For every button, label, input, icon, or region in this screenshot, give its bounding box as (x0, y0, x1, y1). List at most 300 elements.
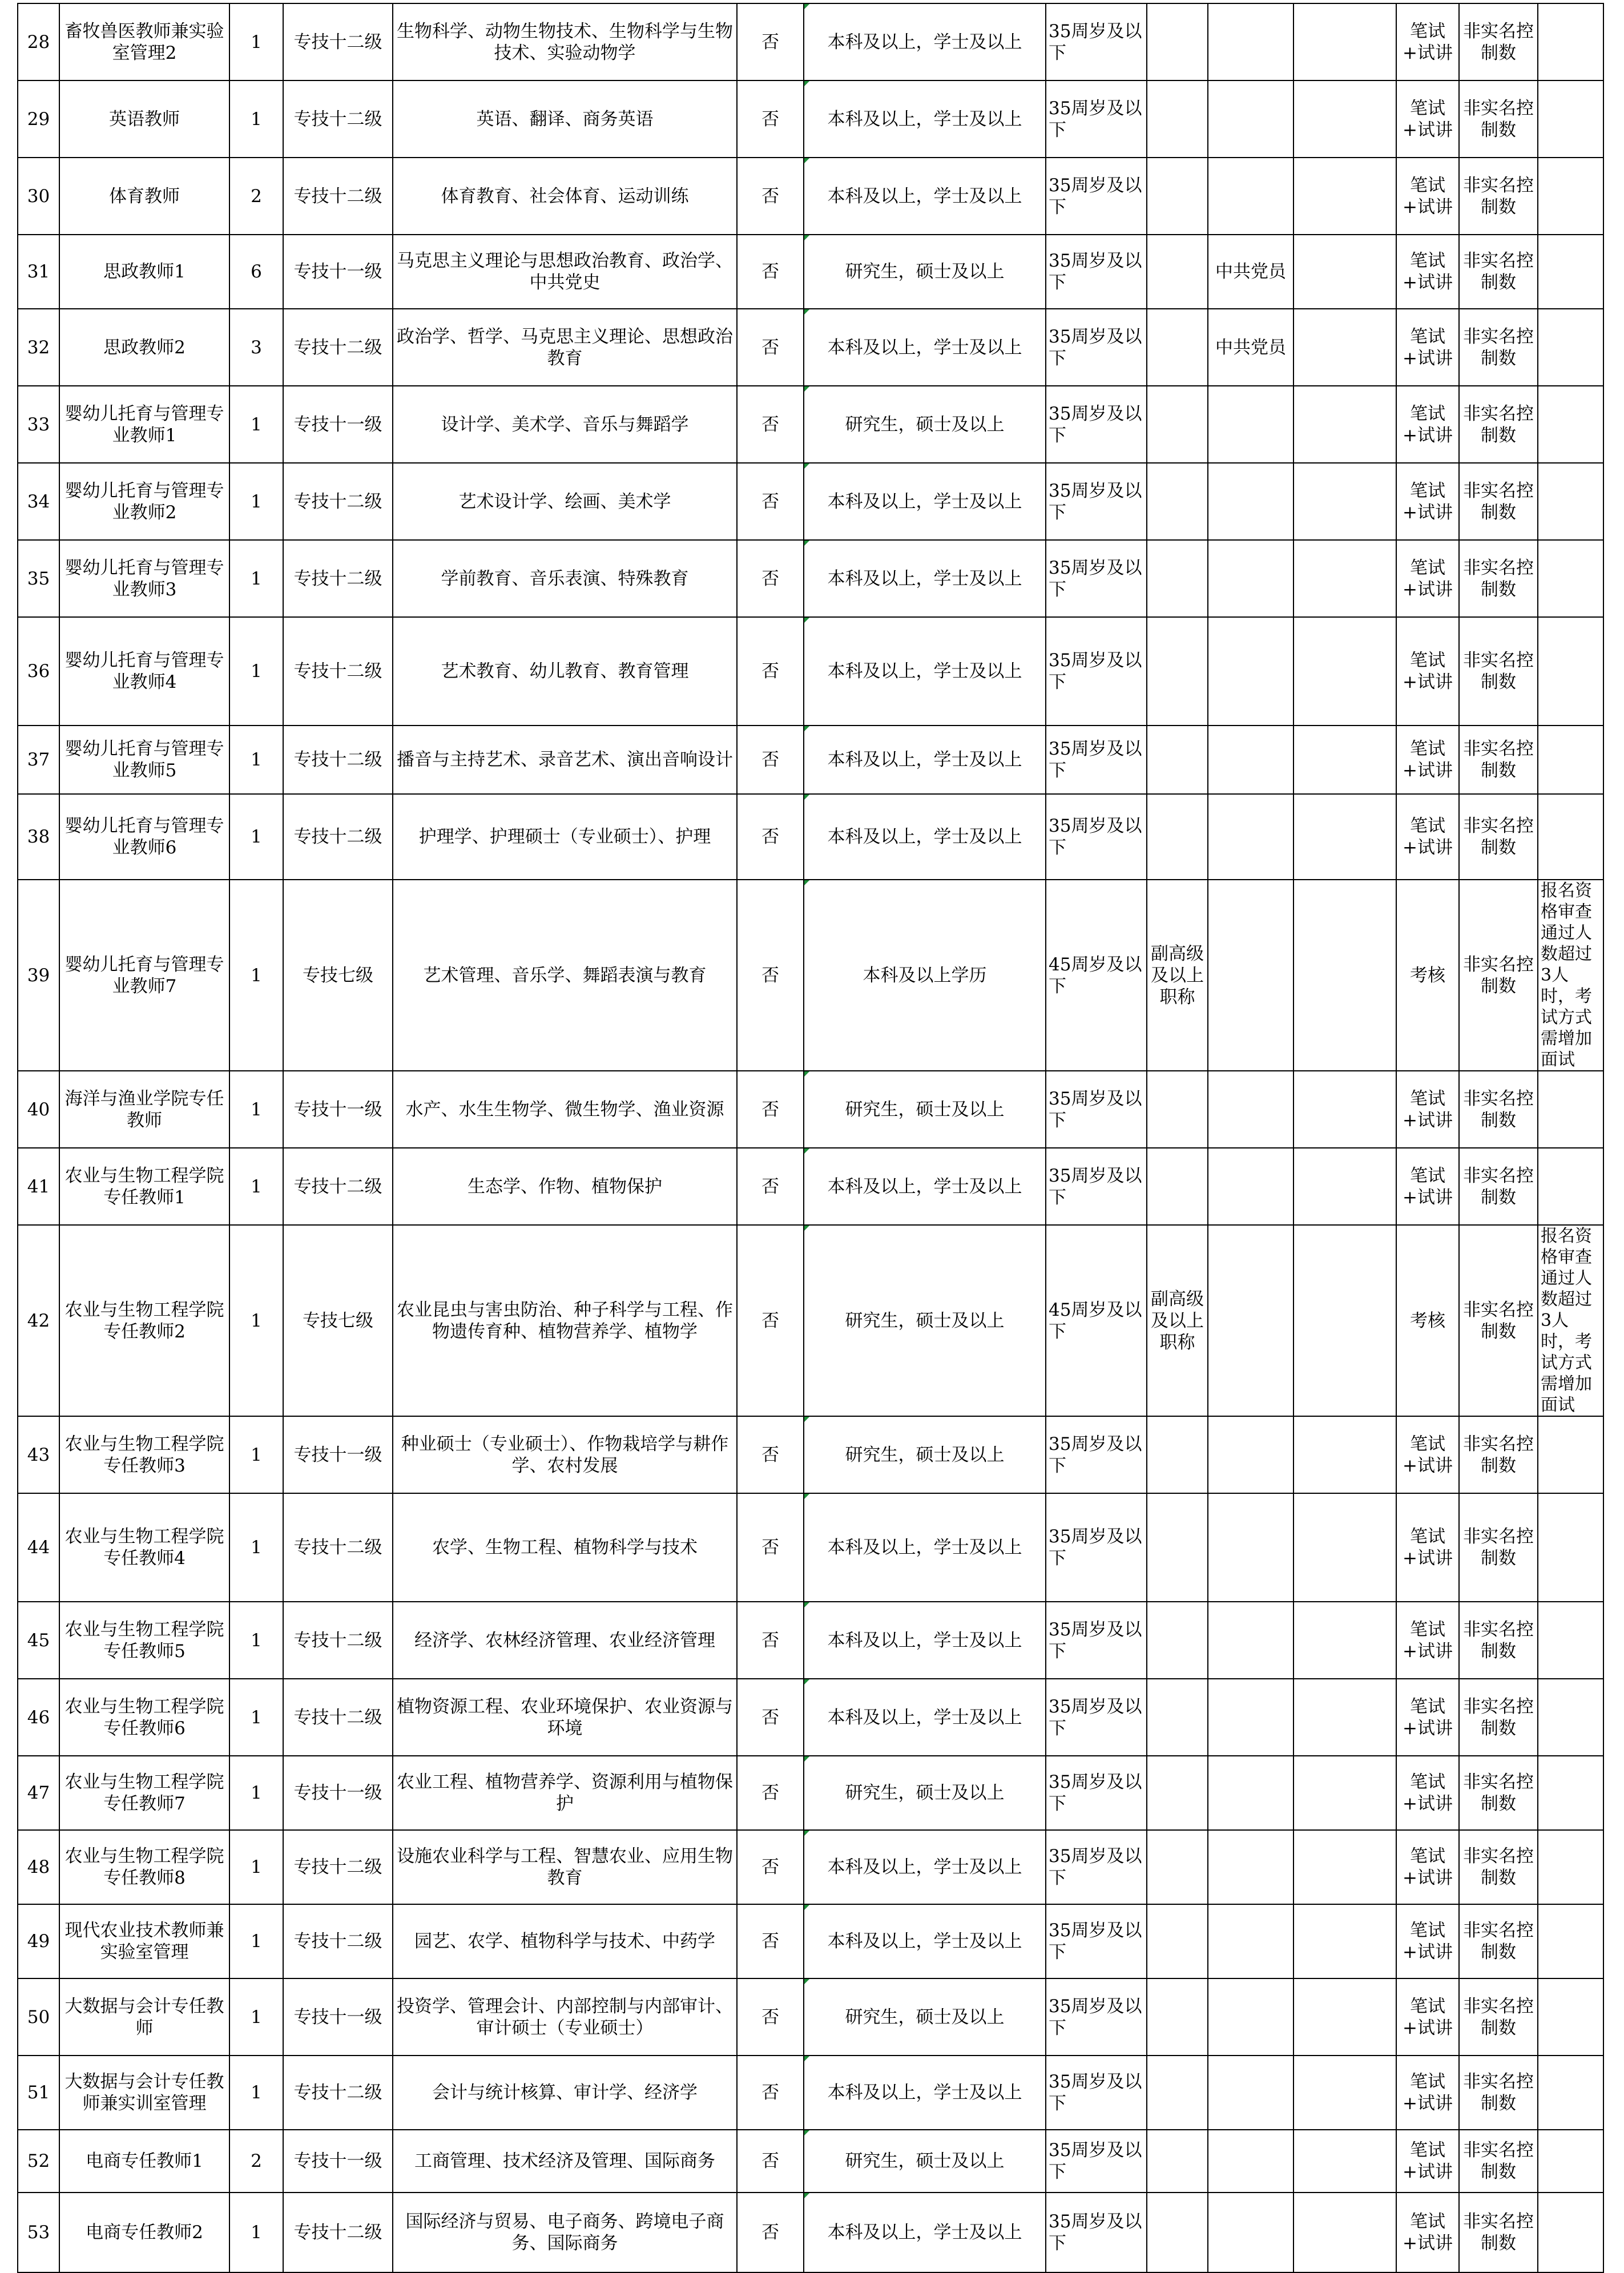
education-requirement-cell: 研究生，硕士及以上 (804, 235, 1046, 309)
age-requirement-cell: 35周岁及以下 (1046, 540, 1147, 617)
blank-cell-cell (1293, 235, 1396, 309)
education-requirement-cell: 本科及以上，学士及以上 (804, 158, 1046, 235)
unknown-flag-cell: 否 (737, 1756, 804, 1830)
blank-cell-cell (1293, 463, 1396, 540)
row-number-cell: 48 (18, 1830, 59, 1904)
title-requirement-cell (1147, 309, 1208, 386)
major-requirement-cell: 工商管理、技术经济及管理、国际商务 (393, 2130, 737, 2193)
remark-cell (1538, 309, 1603, 386)
table-row (18, 386, 1603, 463)
title-requirement-cell (1147, 235, 1208, 309)
quota-type-cell: 非实名控制数 (1459, 1679, 1538, 1756)
quota-type-cell: 非实名控制数 (1459, 540, 1538, 617)
row-number-cell: 29 (18, 80, 59, 158)
blank-cell-cell (1293, 2056, 1396, 2130)
other-requirement-cell (1208, 1904, 1293, 1978)
exam-method-cell: 笔试+试讲 (1396, 3, 1459, 80)
position-name-cell: 婴幼儿托育与管理专业教师3 (59, 540, 229, 617)
position-name-cell: 农业与生物工程学院专任教师4 (59, 1493, 229, 1602)
unknown-flag-cell: 否 (737, 309, 804, 386)
major-requirement-cell: 艺术设计学、绘画、美术学 (393, 463, 737, 540)
hire-count-cell: 2 (229, 2130, 283, 2193)
quota-type-cell: 非实名控制数 (1459, 1978, 1538, 2056)
row-number-cell: 51 (18, 2056, 59, 2130)
exam-method-cell: 笔试+试讲 (1396, 1679, 1459, 1756)
education-requirement-cell: 研究生，硕士及以上 (804, 386, 1046, 463)
position-name-cell: 农业与生物工程学院专任教师5 (59, 1602, 229, 1679)
post-level-cell: 专技十一级 (283, 235, 393, 309)
other-requirement-cell (1208, 617, 1293, 726)
table-row (18, 309, 1603, 386)
major-requirement-cell: 学前教育、音乐表演、特殊教育 (393, 540, 737, 617)
remark-cell (1538, 1416, 1603, 1493)
major-requirement-cell: 播音与主持艺术、录音艺术、演出音响设计 (393, 726, 737, 794)
hire-count-cell: 1 (229, 880, 283, 1071)
post-level-cell: 专技十二级 (283, 2056, 393, 2130)
title-requirement-cell (1147, 1602, 1208, 1679)
other-requirement-cell (1208, 794, 1293, 880)
major-requirement-cell: 农业昆虫与害虫防治、种子科学与工程、作物遗传育种、植物营养学、植物学 (393, 1225, 737, 1416)
position-name-cell: 电商专任教师1 (59, 2130, 229, 2193)
position-name-cell: 农业与生物工程学院专任教师7 (59, 1756, 229, 1830)
table-row (18, 1416, 1603, 1493)
education-requirement-cell: 研究生，硕士及以上 (804, 1416, 1046, 1493)
position-name-cell: 现代农业技术教师兼实验室管理 (59, 1904, 229, 1978)
age-requirement-cell: 35周岁及以下 (1046, 1071, 1147, 1148)
quota-type-cell: 非实名控制数 (1459, 158, 1538, 235)
title-requirement-cell (1147, 1756, 1208, 1830)
post-level-cell: 专技十一级 (283, 1071, 393, 1148)
post-level-cell: 专技十二级 (283, 617, 393, 726)
blank-cell-cell (1293, 726, 1396, 794)
table-row (18, 463, 1603, 540)
remark-cell (1538, 794, 1603, 880)
quota-type-cell: 非实名控制数 (1459, 1416, 1538, 1493)
quota-type-cell: 非实名控制数 (1459, 1148, 1538, 1225)
education-requirement-cell: 本科及以上，学士及以上 (804, 1148, 1046, 1225)
education-requirement-cell: 研究生，硕士及以上 (804, 1071, 1046, 1148)
row-number-cell: 45 (18, 1602, 59, 1679)
table-row (18, 617, 1603, 726)
blank-cell-cell (1293, 1602, 1396, 1679)
hire-count-cell: 1 (229, 1602, 283, 1679)
hire-count-cell: 1 (229, 794, 283, 880)
unknown-flag-cell: 否 (737, 1978, 804, 2056)
exam-method-cell: 笔试+试讲 (1396, 2130, 1459, 2193)
blank-cell-cell (1293, 1225, 1396, 1416)
education-requirement-cell: 本科及以上，学士及以上 (804, 2193, 1046, 2272)
post-level-cell: 专技十二级 (283, 1493, 393, 1602)
position-name-cell: 体育教师 (59, 158, 229, 235)
position-name-cell: 海洋与渔业学院专任教师 (59, 1071, 229, 1148)
hire-count-cell: 1 (229, 2193, 283, 2272)
other-requirement-cell (1208, 158, 1293, 235)
other-requirement-cell (1208, 2193, 1293, 2272)
education-requirement-cell: 本科及以上，学士及以上 (804, 1493, 1046, 1602)
other-requirement-cell (1208, 3, 1293, 80)
age-requirement-cell: 35周岁及以下 (1046, 386, 1147, 463)
exam-method-cell: 笔试+试讲 (1396, 617, 1459, 726)
table-row (18, 726, 1603, 794)
quota-type-cell: 非实名控制数 (1459, 726, 1538, 794)
blank-cell-cell (1293, 3, 1396, 80)
quota-type-cell: 非实名控制数 (1459, 309, 1538, 386)
unknown-flag-cell: 否 (737, 3, 804, 80)
row-number-cell: 53 (18, 2193, 59, 2272)
blank-cell-cell (1293, 1493, 1396, 1602)
exam-method-cell: 笔试+试讲 (1396, 1148, 1459, 1225)
unknown-flag-cell: 否 (737, 2130, 804, 2193)
major-requirement-cell: 植物资源工程、农业环境保护、农业资源与环境 (393, 1679, 737, 1756)
title-requirement-cell (1147, 2056, 1208, 2130)
quota-type-cell: 非实名控制数 (1459, 1904, 1538, 1978)
title-requirement-cell: 副高级及以上职称 (1147, 1225, 1208, 1416)
remark-cell (1538, 1602, 1603, 1679)
blank-cell-cell (1293, 2193, 1396, 2272)
position-name-cell: 思政教师1 (59, 235, 229, 309)
position-name-cell: 电商专任教师2 (59, 2193, 229, 2272)
remark-cell (1538, 1679, 1603, 1756)
major-requirement-cell: 经济学、农林经济管理、农业经济管理 (393, 1602, 737, 1679)
remark-cell: 报名资格审查通过人数超过3人时，考试方式需增加面试 (1538, 1225, 1603, 1416)
remark-cell (1538, 617, 1603, 726)
other-requirement-cell: 中共党员 (1208, 309, 1293, 386)
other-requirement-cell (1208, 1148, 1293, 1225)
major-requirement-cell: 投资学、管理会计、内部控制与内部审计、审计硕士（专业硕士） (393, 1978, 737, 2056)
table-row (18, 880, 1603, 1071)
major-requirement-cell: 水产、水生生物学、微生物学、渔业资源 (393, 1071, 737, 1148)
age-requirement-cell: 35周岁及以下 (1046, 1679, 1147, 1756)
table-row (18, 1493, 1603, 1602)
major-requirement-cell: 国际经济与贸易、电子商务、跨境电子商务、国际商务 (393, 2193, 737, 2272)
hire-count-cell: 1 (229, 1756, 283, 1830)
row-number-cell: 34 (18, 463, 59, 540)
major-requirement-cell: 农业工程、植物营养学、资源利用与植物保护 (393, 1756, 737, 1830)
hire-count-cell: 1 (229, 1416, 283, 1493)
unknown-flag-cell: 否 (737, 617, 804, 726)
quota-type-cell: 非实名控制数 (1459, 794, 1538, 880)
blank-cell-cell (1293, 1148, 1396, 1225)
quota-type-cell: 非实名控制数 (1459, 2193, 1538, 2272)
age-requirement-cell: 35周岁及以下 (1046, 617, 1147, 726)
education-requirement-cell: 本科及以上，学士及以上 (804, 3, 1046, 80)
row-number-cell: 43 (18, 1416, 59, 1493)
post-level-cell: 专技七级 (283, 1225, 393, 1416)
exam-method-cell: 笔试+试讲 (1396, 1602, 1459, 1679)
title-requirement-cell (1147, 1978, 1208, 2056)
position-name-cell: 大数据与会计专任教师 (59, 1978, 229, 2056)
quota-type-cell: 非实名控制数 (1459, 235, 1538, 309)
age-requirement-cell: 35周岁及以下 (1046, 1602, 1147, 1679)
unknown-flag-cell: 否 (737, 794, 804, 880)
unknown-flag-cell: 否 (737, 80, 804, 158)
title-requirement-cell (1147, 1830, 1208, 1904)
title-requirement-cell (1147, 1493, 1208, 1602)
table-row (18, 794, 1603, 880)
exam-method-cell: 笔试+试讲 (1396, 1904, 1459, 1978)
education-requirement-cell: 本科及以上，学士及以上 (804, 794, 1046, 880)
post-level-cell: 专技十二级 (283, 2193, 393, 2272)
quota-type-cell: 非实名控制数 (1459, 463, 1538, 540)
title-requirement-cell (1147, 463, 1208, 540)
unknown-flag-cell: 否 (737, 1225, 804, 1416)
education-requirement-cell: 本科及以上，学士及以上 (804, 1679, 1046, 1756)
age-requirement-cell: 35周岁及以下 (1046, 1904, 1147, 1978)
post-level-cell: 专技十一级 (283, 1416, 393, 1493)
post-level-cell: 专技十二级 (283, 1904, 393, 1978)
post-level-cell: 专技十二级 (283, 1830, 393, 1904)
remark-cell (1538, 1830, 1603, 1904)
other-requirement-cell (1208, 463, 1293, 540)
exam-method-cell: 笔试+试讲 (1396, 80, 1459, 158)
hire-count-cell: 6 (229, 235, 283, 309)
post-level-cell: 专技七级 (283, 880, 393, 1071)
exam-method-cell: 笔试+试讲 (1396, 794, 1459, 880)
education-requirement-cell: 本科及以上，学士及以上 (804, 2056, 1046, 2130)
other-requirement-cell (1208, 1602, 1293, 1679)
unknown-flag-cell: 否 (737, 2056, 804, 2130)
remark-cell (1538, 726, 1603, 794)
table-row (18, 235, 1603, 309)
table-row (18, 1756, 1603, 1830)
post-level-cell: 专技十二级 (283, 1602, 393, 1679)
major-requirement-cell: 种业硕士（专业硕士）、作物栽培学与耕作学、农村发展 (393, 1416, 737, 1493)
age-requirement-cell: 45周岁及以下 (1046, 1225, 1147, 1416)
other-requirement-cell (1208, 1978, 1293, 2056)
post-level-cell: 专技十二级 (283, 309, 393, 386)
position-name-cell: 大数据与会计专任教师兼实训室管理 (59, 2056, 229, 2130)
quota-type-cell: 非实名控制数 (1459, 80, 1538, 158)
blank-cell-cell (1293, 617, 1396, 726)
unknown-flag-cell: 否 (737, 1602, 804, 1679)
other-requirement-cell (1208, 726, 1293, 794)
row-number-cell: 41 (18, 1148, 59, 1225)
table-row (18, 80, 1603, 158)
position-name-cell: 婴幼儿托育与管理专业教师7 (59, 880, 229, 1071)
position-name-cell: 农业与生物工程学院专任教师1 (59, 1148, 229, 1225)
age-requirement-cell: 35周岁及以下 (1046, 1830, 1147, 1904)
education-requirement-cell: 研究生，硕士及以上 (804, 1978, 1046, 2056)
row-number-cell: 46 (18, 1679, 59, 1756)
title-requirement-cell (1147, 726, 1208, 794)
table-row (18, 1978, 1603, 2056)
table-row (18, 1904, 1603, 1978)
major-requirement-cell: 马克思主义理论与思想政治教育、政治学、中共党史 (393, 235, 737, 309)
education-requirement-cell: 本科及以上，学士及以上 (804, 309, 1046, 386)
age-requirement-cell: 35周岁及以下 (1046, 463, 1147, 540)
row-number-cell: 32 (18, 309, 59, 386)
quota-type-cell: 非实名控制数 (1459, 1602, 1538, 1679)
unknown-flag-cell: 否 (737, 1904, 804, 1978)
major-requirement-cell: 艺术管理、音乐学、舞蹈表演与教育 (393, 880, 737, 1071)
age-requirement-cell: 35周岁及以下 (1046, 2056, 1147, 2130)
blank-cell-cell (1293, 386, 1396, 463)
table-row (18, 1071, 1603, 1148)
blank-cell-cell (1293, 1416, 1396, 1493)
position-name-cell: 婴幼儿托育与管理专业教师5 (59, 726, 229, 794)
hire-count-cell: 1 (229, 80, 283, 158)
hire-count-cell: 1 (229, 1978, 283, 2056)
exam-method-cell: 笔试+试讲 (1396, 386, 1459, 463)
remark-cell (1538, 540, 1603, 617)
blank-cell-cell (1293, 158, 1396, 235)
quota-type-cell: 非实名控制数 (1459, 1071, 1538, 1148)
quota-type-cell: 非实名控制数 (1459, 617, 1538, 726)
age-requirement-cell: 35周岁及以下 (1046, 794, 1147, 880)
blank-cell-cell (1293, 540, 1396, 617)
hire-count-cell: 1 (229, 1071, 283, 1148)
table-row (18, 1679, 1603, 1756)
title-requirement-cell (1147, 158, 1208, 235)
other-requirement-cell (1208, 540, 1293, 617)
hire-count-cell: 1 (229, 463, 283, 540)
row-number-cell: 30 (18, 158, 59, 235)
unknown-flag-cell: 否 (737, 235, 804, 309)
row-number-cell: 31 (18, 235, 59, 309)
row-number-cell: 40 (18, 1071, 59, 1148)
remark-cell (1538, 2130, 1603, 2193)
exam-method-cell: 笔试+试讲 (1396, 235, 1459, 309)
post-level-cell: 专技十一级 (283, 1978, 393, 2056)
title-requirement-cell (1147, 794, 1208, 880)
title-requirement-cell (1147, 1416, 1208, 1493)
row-number-cell: 33 (18, 386, 59, 463)
age-requirement-cell: 35周岁及以下 (1046, 1756, 1147, 1830)
age-requirement-cell: 35周岁及以下 (1046, 309, 1147, 386)
blank-cell-cell (1293, 1071, 1396, 1148)
exam-method-cell: 笔试+试讲 (1396, 1071, 1459, 1148)
other-requirement-cell: 中共党员 (1208, 235, 1293, 309)
exam-method-cell: 考核 (1396, 880, 1459, 1071)
row-number-cell: 28 (18, 3, 59, 80)
unknown-flag-cell: 否 (737, 1830, 804, 1904)
education-requirement-cell: 本科及以上，学士及以上 (804, 540, 1046, 617)
table-row (18, 2056, 1603, 2130)
post-level-cell: 专技十一级 (283, 2130, 393, 2193)
title-requirement-cell (1147, 1148, 1208, 1225)
unknown-flag-cell: 否 (737, 1416, 804, 1493)
position-name-cell: 畜牧兽医教师兼实验室管理2 (59, 3, 229, 80)
remark-cell (1538, 1978, 1603, 2056)
hire-count-cell: 1 (229, 386, 283, 463)
other-requirement-cell (1208, 1830, 1293, 1904)
major-requirement-cell: 体育教育、社会体育、运动训练 (393, 158, 737, 235)
other-requirement-cell (1208, 1493, 1293, 1602)
unknown-flag-cell: 否 (737, 1148, 804, 1225)
age-requirement-cell: 35周岁及以下 (1046, 80, 1147, 158)
exam-method-cell: 笔试+试讲 (1396, 158, 1459, 235)
unknown-flag-cell: 否 (737, 1679, 804, 1756)
hire-count-cell: 1 (229, 1830, 283, 1904)
row-number-cell: 49 (18, 1904, 59, 1978)
post-level-cell: 专技十二级 (283, 1679, 393, 1756)
title-requirement-cell (1147, 1904, 1208, 1978)
table-row (18, 1602, 1603, 1679)
major-requirement-cell: 会计与统计核算、审计学、经济学 (393, 2056, 737, 2130)
post-level-cell: 专技十二级 (283, 1148, 393, 1225)
hire-count-cell: 1 (229, 3, 283, 80)
age-requirement-cell: 45周岁及以下 (1046, 880, 1147, 1071)
table-row (18, 2130, 1603, 2193)
unknown-flag-cell: 否 (737, 1493, 804, 1602)
quota-type-cell: 非实名控制数 (1459, 2130, 1538, 2193)
major-requirement-cell: 园艺、农学、植物科学与技术、中药学 (393, 1904, 737, 1978)
position-name-cell: 婴幼儿托育与管理专业教师1 (59, 386, 229, 463)
post-level-cell: 专技十二级 (283, 794, 393, 880)
position-name-cell: 农业与生物工程学院专任教师8 (59, 1830, 229, 1904)
table-row (18, 1830, 1603, 1904)
age-requirement-cell: 35周岁及以下 (1046, 3, 1147, 80)
row-number-cell: 52 (18, 2130, 59, 2193)
exam-method-cell: 笔试+试讲 (1396, 463, 1459, 540)
hire-count-cell: 1 (229, 1493, 283, 1602)
education-requirement-cell: 研究生，硕士及以上 (804, 1756, 1046, 1830)
post-level-cell: 专技十二级 (283, 726, 393, 794)
title-requirement-cell (1147, 3, 1208, 80)
major-requirement-cell: 艺术教育、幼儿教育、教育管理 (393, 617, 737, 726)
post-level-cell: 专技十一级 (283, 1756, 393, 1830)
position-name-cell: 英语教师 (59, 80, 229, 158)
major-requirement-cell: 护理学、护理硕士（专业硕士）、护理 (393, 794, 737, 880)
unknown-flag-cell: 否 (737, 2193, 804, 2272)
row-number-cell: 44 (18, 1493, 59, 1602)
position-name-cell: 农业与生物工程学院专任教师3 (59, 1416, 229, 1493)
education-requirement-cell: 研究生，硕士及以上 (804, 2130, 1046, 2193)
row-number-cell: 39 (18, 880, 59, 1071)
row-number-cell: 50 (18, 1978, 59, 2056)
position-name-cell: 婴幼儿托育与管理专业教师4 (59, 617, 229, 726)
unknown-flag-cell: 否 (737, 1071, 804, 1148)
other-requirement-cell (1208, 80, 1293, 158)
hire-count-cell: 1 (229, 726, 283, 794)
unknown-flag-cell: 否 (737, 158, 804, 235)
exam-method-cell: 笔试+试讲 (1396, 726, 1459, 794)
blank-cell-cell (1293, 1904, 1396, 1978)
education-requirement-cell: 本科及以上，学士及以上 (804, 1904, 1046, 1978)
exam-method-cell: 笔试+试讲 (1396, 309, 1459, 386)
major-requirement-cell: 政治学、哲学、马克思主义理论、思想政治教育 (393, 309, 737, 386)
major-requirement-cell: 设计学、美术学、音乐与舞蹈学 (393, 386, 737, 463)
major-requirement-cell: 生态学、作物、植物保护 (393, 1148, 737, 1225)
remark-cell (1538, 1756, 1603, 1830)
title-requirement-cell (1147, 80, 1208, 158)
quota-type-cell: 非实名控制数 (1459, 880, 1538, 1071)
table-row (18, 1225, 1603, 1416)
position-name-cell: 思政教师2 (59, 309, 229, 386)
blank-cell-cell (1293, 794, 1396, 880)
other-requirement-cell (1208, 2056, 1293, 2130)
remark-cell (1538, 386, 1603, 463)
row-number-cell: 36 (18, 617, 59, 726)
position-name-cell: 婴幼儿托育与管理专业教师2 (59, 463, 229, 540)
table-row (18, 158, 1603, 235)
row-number-cell: 35 (18, 540, 59, 617)
other-requirement-cell (1208, 386, 1293, 463)
age-requirement-cell: 35周岁及以下 (1046, 1493, 1147, 1602)
row-number-cell: 37 (18, 726, 59, 794)
title-requirement-cell: 副高级及以上职称 (1147, 880, 1208, 1071)
remark-cell (1538, 235, 1603, 309)
age-requirement-cell: 35周岁及以下 (1046, 1978, 1147, 2056)
title-requirement-cell (1147, 1071, 1208, 1148)
row-number-cell: 47 (18, 1756, 59, 1830)
blank-cell-cell (1293, 1679, 1396, 1756)
remark-cell: 报名资格审查通过人数超过3人时，考试方式需增加面试 (1538, 880, 1603, 1071)
major-requirement-cell: 生物科学、动物生物技术、生物科学与生物技术、实验动物学 (393, 3, 737, 80)
education-requirement-cell: 本科及以上，学士及以上 (804, 617, 1046, 726)
remark-cell (1538, 80, 1603, 158)
age-requirement-cell: 35周岁及以下 (1046, 1416, 1147, 1493)
